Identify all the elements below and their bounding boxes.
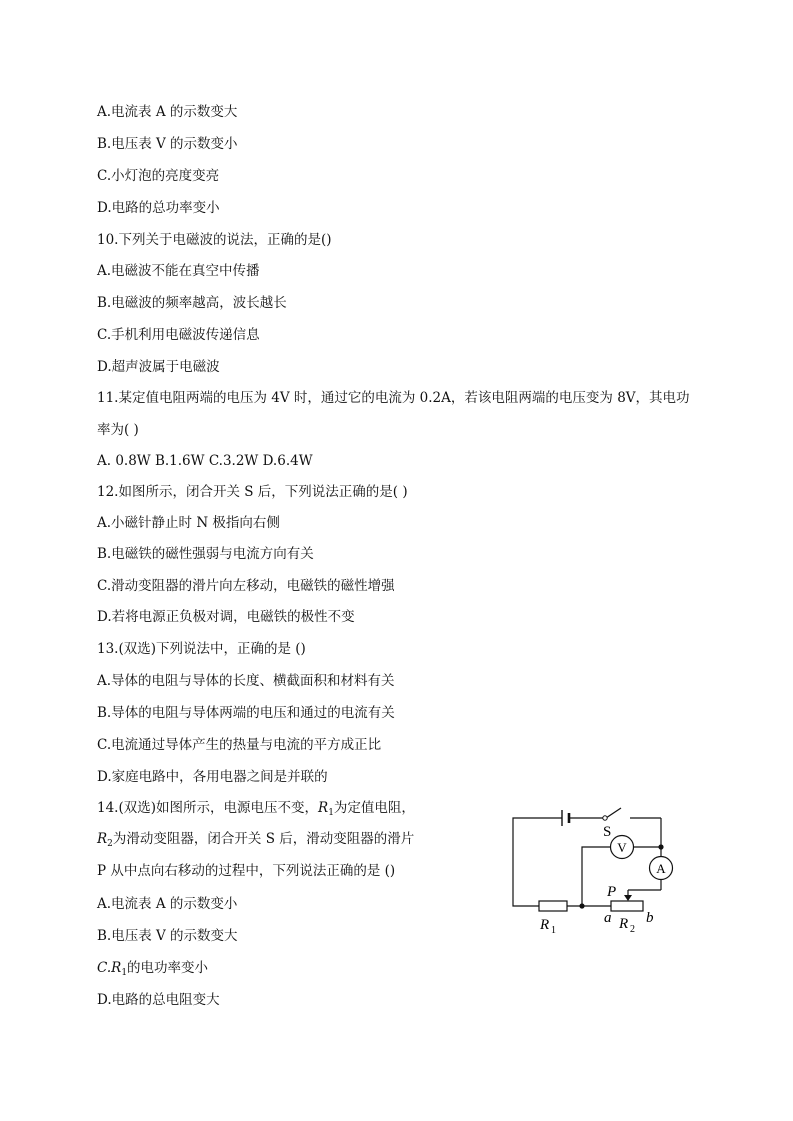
q14-option-b: B.电压表 V 的示数变大 [97, 928, 238, 944]
resistor-r2 [611, 901, 643, 911]
q10-option-a: A.电磁波不能在真空中传播 [97, 263, 260, 279]
q11-options: A. 0.8W B.1.6W C.3.2W D.6.4W [97, 453, 313, 469]
junction-dot [658, 844, 663, 849]
q12-option-c: C.滑动变阻器的滑片向左移动，电磁铁的磁性增强 [97, 578, 395, 594]
q10-option-b: B.电磁波的频率越高，波长越长 [97, 295, 287, 311]
option-text: 的电功率变小 [127, 960, 209, 976]
q12-option-b: B.电磁铁的磁性强弱与电流方向有关 [97, 546, 314, 562]
r1-symbol: R [111, 960, 122, 976]
resistor-r1 [539, 901, 567, 911]
q10-option-d: D.超声波属于电磁波 [97, 359, 220, 375]
r2-label: R [619, 916, 629, 932]
slider-label: P [607, 884, 617, 900]
q9-option-b: B.电压表 V 的示数变小 [97, 136, 238, 152]
q9-option-d: D.电路的总功率变小 [97, 200, 220, 216]
slider-arrow-icon [624, 895, 632, 901]
q14-stem-text: 14.(双选)如图所示，电源电压不变， [97, 800, 319, 816]
q14-option-a: A.电流表 A 的示数变小 [97, 896, 238, 912]
junction-dot [579, 903, 584, 908]
ammeter-label: A [656, 861, 666, 876]
q14-option-d: D.电路的总电阻变大 [97, 992, 220, 1008]
r1-symbol: R [318, 800, 329, 816]
q13-option-a: A.导体的电阻与导体的长度、横截面积和材料有关 [97, 673, 395, 689]
q14-stem-line3: P 从中点向右移动的过程中，下列说法正确的是 () [97, 863, 396, 879]
r2-subscript: 2 [107, 839, 113, 849]
switch-pivot [603, 816, 607, 820]
r1-label: R [540, 917, 550, 933]
q13-option-b: B.导体的电阻与导体两端的电压和通过的电流有关 [97, 705, 395, 721]
terminal-b-label: b [646, 910, 654, 926]
q14-stem-line1 [97, 799, 415, 822]
circuit-wires [513, 808, 661, 911]
r1-subscript: 1 [328, 808, 334, 818]
q14-stem-text: 为滑动变阻器，闭合开关 S 后，滑动变阻器的滑片 [112, 831, 415, 847]
q10-option-c: C.手机利用电磁波传递信息 [97, 327, 260, 343]
q11-stem-line1: 11.某定值电阻两端的电压为 4V 时，通过它的电流为 0.2A，若该电阻两端的电压变为 8V，其电功 [97, 390, 690, 406]
q10-stem: 10.下列关于电磁波的说法，正确的是() [97, 232, 332, 248]
q14-stem-line2 [97, 830, 414, 853]
q12-option-a: A.小磁针静止时 N 极指向右侧 [97, 515, 280, 531]
voltmeter-label: V [617, 840, 627, 855]
r1-label-subscript: 1 [551, 925, 556, 936]
switch-label: S [603, 824, 612, 840]
q13-option-c: C.电流通过导体产生的热量与电流的平方成正比 [97, 737, 382, 753]
q14-option-c [97, 959, 208, 982]
q14-stem-text: 为定值电阻， [333, 800, 415, 816]
q9-option-a: A.电流表 A 的示数变大 [97, 104, 238, 120]
r2-label-subscript: 2 [630, 924, 635, 935]
q12-stem: 12.如图所示，闭合开关 S 后，下列说法正确的是( ) [97, 484, 408, 500]
switch-blade [606, 808, 621, 818]
q13-option-d: D.家庭电路中，各用电器之间是并联的 [97, 769, 328, 785]
option-letter: C. [97, 960, 112, 976]
q13-stem: 13.(双选)下列说法中，正确的是 () [97, 641, 306, 657]
r1-subscript: 1 [121, 968, 128, 978]
q12-option-d: D.若将电源正负极对调，电磁铁的极性不变 [97, 609, 355, 625]
circuit-diagram [505, 800, 695, 940]
q11-stem-line2: 率为( ) [97, 422, 139, 438]
terminal-a-label: a [604, 910, 612, 926]
r2-symbol: R [97, 831, 108, 847]
q9-option-c: C.小灯泡的亮度变亮 [97, 168, 220, 184]
